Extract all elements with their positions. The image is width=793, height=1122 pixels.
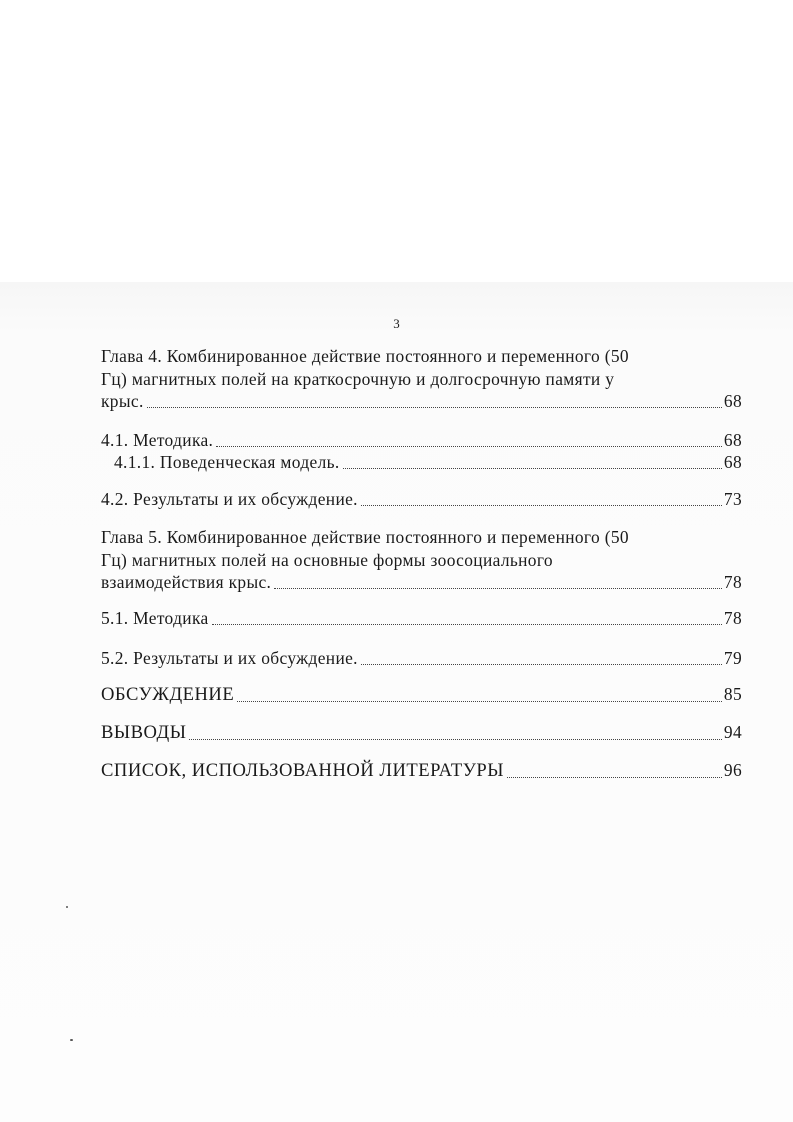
toc-entry-title: 4.1.1. Поведенческая модель.	[114, 452, 340, 472]
toc-entry-title: ОБСУЖДЕНИЕ	[101, 684, 235, 705]
leader-dots	[212, 624, 722, 625]
toc-entry-line: Гц) магнитных полей на основные формы зоосоциального	[101, 549, 553, 570]
toc-entry-title: 5.1. Методика	[101, 608, 209, 628]
toc-entry-title: ВЫВОДЫ	[101, 722, 187, 743]
toc-page-number: 68	[723, 391, 742, 411]
toc-entry-references	[101, 759, 742, 783]
toc-entry-line: Глава 4. Комбинированное действие постоянного и переменного (50	[101, 346, 629, 366]
toc-entry-title: взаимодействия крыс.	[101, 572, 272, 592]
leader-dots	[361, 664, 722, 665]
toc-page-number: 68	[723, 430, 742, 450]
toc-entry-title: 5.2. Результаты и их обсуждение.	[101, 648, 358, 668]
scan-speck	[70, 1039, 73, 1041]
leader-dots	[216, 446, 722, 447]
toc-page-number: 85	[723, 684, 742, 704]
toc-entry-4-1	[101, 429, 742, 452]
toc-page-number: 78	[723, 572, 742, 592]
toc-entry-line: Глава 5. Комбинированное действие постоянного и переменного (50	[101, 527, 629, 547]
leader-dots	[189, 739, 721, 740]
toc-page-number: 78	[723, 608, 742, 628]
leader-dots	[507, 777, 722, 778]
toc-page-number: 73	[723, 489, 742, 509]
toc-page-number: 96	[723, 760, 742, 780]
toc-page-number: 94	[723, 722, 742, 742]
toc-entry-conclusions	[101, 721, 742, 745]
toc-page-number: 79	[723, 648, 742, 668]
toc-entry-discussion	[101, 683, 742, 707]
leader-dots	[343, 468, 722, 469]
page-number: 3	[393, 316, 400, 331]
toc-entry-chapter-4	[101, 345, 742, 413]
toc-entry-line: Гц) магнитных полей на краткосрочную и долгосрочную памяти у	[101, 368, 615, 389]
toc-entry-5-1	[101, 607, 742, 630]
toc-entry-chapter-5	[101, 526, 742, 594]
leader-dots	[147, 407, 722, 408]
toc-entry-4-2	[101, 488, 742, 511]
toc-entry-4-1-1	[101, 451, 742, 474]
leader-dots	[361, 505, 722, 506]
toc-page-number: 68	[723, 452, 742, 472]
leader-dots	[237, 701, 722, 702]
scan-speck	[66, 906, 68, 908]
toc-entry-5-2	[101, 647, 742, 670]
toc-entry-title: 4.1. Методика.	[101, 430, 214, 450]
leader-dots	[274, 588, 722, 589]
toc-entry-title: крыс.	[101, 391, 144, 411]
toc-entry-title: 4.2. Результаты и их обсуждение.	[101, 489, 358, 509]
toc-entry-title: СПИСОК, ИСПОЛЬЗОВАННОЙ ЛИТЕРАТУРЫ	[101, 760, 504, 781]
